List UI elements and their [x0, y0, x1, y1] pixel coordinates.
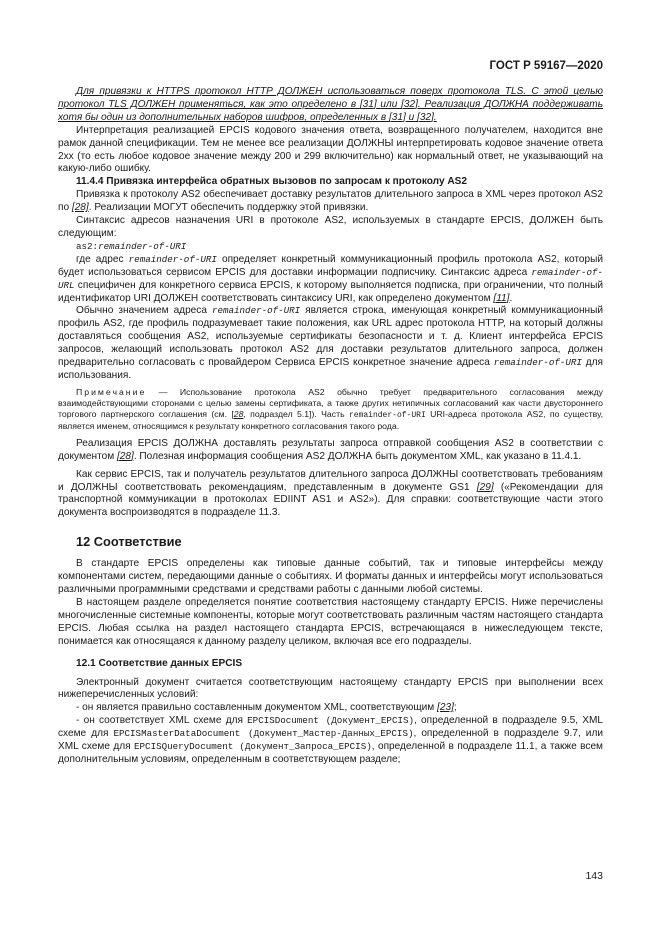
text: — Использование протокола AS2 обычно требует предварительного согласования между взаимодействующими сторонами с целью замены сертификата, а также других нетипичных согласований как части двустороннего торгового партнерского соглашения (см. [ [58, 386, 603, 419]
code-inline: remainder-of-URL [58, 266, 603, 291]
text: специфичен для конкретного сервиса EPCIS, к которому выполняется подписка, при ограничении, что полный идентификатор URI ДОЛЖЕН соответствовать синтаксису URI, как определено документом [58, 279, 603, 304]
text: Как сервис EPCIS, так и получатель результатов длительного запроса ДОЛЖНЫ соответствовать требованиям и ДОЛЖНЫ соответствовать рекомендациям, представленным в документе GS1 [58, 468, 603, 493]
reference-link[interactable]: [28] [71, 202, 89, 214]
reference-link[interactable]: [29] [476, 481, 494, 493]
paragraph-response-interpretation: Интерпретация реализацией EPCIS кодового значения ответа, возвращенного получателем, находится вне рамок данной спецификации. Тем не менее все реализации ДОЛЖНЫ интерпретировать кодовое значение ответа 2xx (то есть любое кодовое значение между 200 и 299 включительно) как нормальный ответ, не указывающий на какую-либо ошибку. [58, 124, 603, 175]
text: . Реализация ДОЛЖНА поддерживать хотя бы один из дополнительных наборов шифров, определенных в [58, 98, 604, 123]
text: . Полезная информация сообщения AS2 ДОЛЖНА быть документом XML, как указано в 11.4.1. [133, 450, 582, 462]
text: Реализация EPCIS ДОЛЖНА доставлять результаты запроса отправкой сообщения AS2 в соответствии с документом [58, 437, 603, 462]
text: ; [453, 702, 457, 714]
text: , определенной в подразделе 11.1, а также всем дополнительным условиям, определенным в соответствующем разделе; [58, 741, 603, 765]
reference-link[interactable]: 28 [233, 408, 244, 419]
code-inline: EPCISMasterDataDocument (Документ_Мастер-Данных_EPCIS) [113, 728, 414, 740]
code-prefix: as2: [76, 240, 99, 252]
text: («Рекомендации для транспортной коммуникации в протоколах EDIINT AS1 и AS2»). Для справки: соответствующие части этого документа воспроизводятся в подразделе 11.3. [58, 481, 603, 519]
code-inline: remainder-of-URI [211, 305, 301, 317]
text: - он является правильно составленным документом XML, соответствующим [76, 702, 438, 714]
section-heading-11-4-4: 11.4.4 Привязка интерфейса обратных вызовов по запросам к протоколу AS2 [76, 176, 467, 188]
paragraph-usual-value [58, 305, 603, 382]
section-heading-12: 12 Соответствие [76, 534, 182, 550]
paragraph-as2-binding [58, 189, 603, 215]
paragraph-where-address [58, 254, 603, 306]
text: , определенной в подразделе 9.7, или XML схеме для [58, 728, 603, 753]
text: , подраздел 5.1]). Часть [243, 408, 349, 419]
note-paragraph [58, 387, 603, 432]
text: URI-адреса протокола AS2, по существу, является именем, относящимся к результату конкретного согласования такого рода. [58, 408, 603, 431]
code-inline: EPCISDocument (Документ_EPCIS) [247, 715, 414, 727]
reference-link[interactable]: [28] [116, 450, 134, 462]
code-line [58, 241, 603, 254]
list-item [58, 702, 603, 715]
list-item [58, 715, 603, 767]
text: Привязка к протоколу AS2 обеспечивает доставку результатов длительного запроса в XML через протокол AS2 по [58, 189, 603, 214]
document-id-header: ГОСТ Р 59167—2020 [489, 60, 603, 72]
paragraph-data-conformance: Электронный документ считается соответствующим настоящему стандарту EPCIS при выполнении всех нижеперечисленных условий: [58, 676, 603, 701]
section-heading-12-1: 12.1 Соответствие данных EPCIS [76, 657, 243, 669]
reference-link[interactable]: [32] [401, 98, 418, 110]
reference-link[interactable]: [31] [388, 111, 406, 123]
reference-link[interactable]: [32] [417, 111, 434, 123]
text: . [433, 111, 437, 123]
reference-link[interactable]: [11] [493, 292, 510, 304]
paragraph-conformance-definition: В настоящем разделе определяется понятие соответствия настоящему стандарту EPCIS. Ниже перечислены многочисленные системные компоненты, которые могут соответствовать различным частям настоящего стандарта EPCIS. Любая ссылка на раздел настоящего стандарта EPCIS, встречающаяся в нижеследующем тексте, понимается как относящаяся к данному разделу целиком, включая все его подразделы. [58, 597, 603, 647]
paragraph-uri-syntax: Синтаксис адресов назначения URI в протоколе AS2, используемых в стандарте EPCIS, ДОЛЖЕН быть следующим: [58, 215, 603, 239]
paragraph-service-requirements [58, 469, 603, 521]
text: . [509, 292, 513, 304]
paragraph-conformance-intro: В стандарте EPCIS определены как типовые данные событий, так и типовые интерфейсы между компонентами систем, передающими данные о событиях. И форматы данных и интерфейсы могут использоваться различными программными средствами и средствами работы с данными любой системы. [58, 558, 603, 596]
text: . Реализации МОГУТ обеспечить поддержку этой привязки. [88, 202, 369, 214]
text: или [376, 98, 402, 110]
reference-link[interactable]: [31] [359, 98, 377, 110]
code-inline: remainder-of-URI [348, 410, 426, 420]
text: и [405, 111, 418, 123]
text: - он соответствует XML схеме для [76, 715, 248, 727]
text: для использования. [58, 357, 603, 381]
code-variable: remainder-of-URI [98, 240, 187, 252]
page-number: 143 [585, 870, 603, 882]
paragraph-deliver-results [58, 438, 603, 464]
text: Обычно значением адреса [76, 305, 212, 317]
text: определяет конкретный коммуникационный профиль протокола AS2, который будет использоваться сервисом EPCIS для доставки информации подписчику. Синтаксис адреса [58, 253, 604, 278]
text: Для привязки к HTTPS протокол HTTP ДОЛЖЕН использоваться поверх протокола TLS. С этой целью протокол TLS ДОЛЖЕН применяться, как это определено в [58, 86, 603, 110]
code-inline: remainder-of-URI [128, 253, 217, 265]
note-label: Примечание [76, 386, 147, 397]
text: где адрес [76, 253, 129, 265]
reference-link[interactable]: [23] [437, 702, 454, 714]
page-content [58, 86, 603, 767]
paragraph-https-binding [58, 86, 603, 125]
code-inline: EPCISQueryDocument (Документ_Запроса_EPCIS) [134, 741, 372, 753]
text: является строка, именующая конкретный коммуникационный профиль AS2, где профиль подразумевает такие положения, как URL адрес протокола HTTP, на который должны доставляться сообщения AS2, используемые сертификаты безопасности и т. д. Клиент интерфейса EPCIS запросов, желающий использовать протокол AS2 для доставки результатов длительного запроса, должен предварительно согласовать с провайдером Сервиса EPCIS конкретное значение адреса [58, 305, 603, 369]
code-inline: remainder-of-URI [493, 357, 582, 369]
text: , определенной в подразделе 9.5, XML схеме для [58, 715, 603, 740]
